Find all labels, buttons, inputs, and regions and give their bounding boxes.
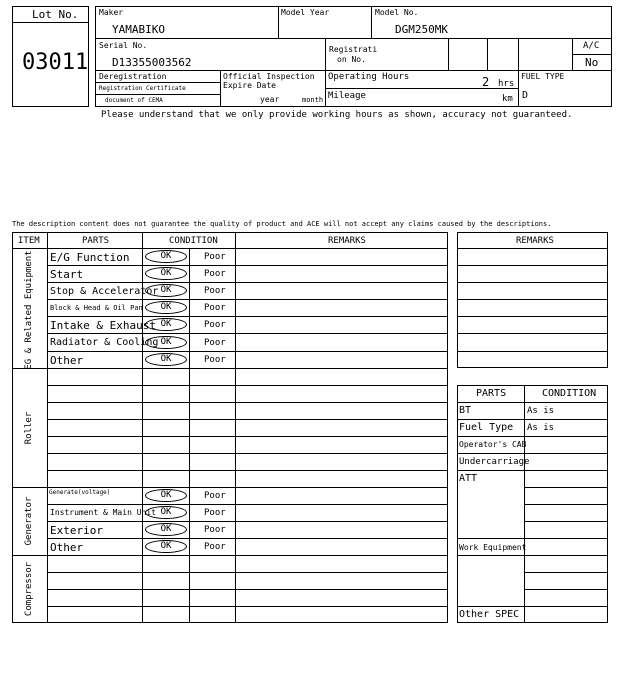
poor-instrument-main-unit[interactable]: Poor	[204, 508, 226, 518]
ok-block-head[interactable]: OK	[145, 301, 187, 314]
serial-no-label: Serial No.	[99, 41, 148, 50]
side-col-parts: PARTS	[476, 388, 507, 399]
ok-stop-accelerator[interactable]: OK	[145, 284, 187, 297]
side-other-spec-label: Other SPEC	[459, 609, 520, 620]
part-block-head-oil-pan: Block & Head & Oil Pan	[50, 304, 143, 312]
registration-label-1: Registrati	[329, 45, 378, 54]
poor-eg-other[interactable]: Poor	[204, 355, 226, 365]
side-bt-value: As is	[527, 406, 555, 416]
deregistration-label: Deregistration	[99, 72, 167, 81]
poor-eg-function[interactable]: Poor	[204, 252, 226, 262]
part-instrument-main-unit: Instrument & Main Unit	[50, 508, 156, 517]
group-generator: Generator	[24, 496, 34, 546]
poor-generator-other[interactable]: Poor	[204, 542, 226, 552]
part-eg-other: Other	[50, 354, 84, 367]
part-generator-other: Other	[50, 541, 84, 554]
ok-start[interactable]: OK	[145, 267, 187, 280]
part-exterior: Exterior	[50, 524, 103, 537]
ok-generator-other[interactable]: OK	[145, 540, 187, 553]
poor-exterior[interactable]: Poor	[204, 525, 226, 535]
part-start: Start	[50, 268, 84, 281]
ok-intake-exhaust[interactable]: OK	[145, 318, 187, 331]
group-roller: Roller	[24, 411, 34, 445]
fuel-type-label: FUEL TYPE	[521, 72, 565, 81]
side-undercarriage-label: Undercarriage	[459, 457, 530, 467]
operating-hours-value: 2	[482, 75, 490, 89]
ok-generate-voltage[interactable]: OK	[145, 489, 187, 502]
col-item: ITEM	[18, 236, 40, 246]
mileage-label: Mileage	[328, 91, 366, 101]
side-fuel-label: Fuel Type	[459, 422, 514, 433]
group-compressor: Compressor	[24, 561, 34, 617]
cema-label: document of CEMA	[105, 97, 163, 104]
ac-value: No	[585, 56, 599, 69]
poor-radiator-cooling[interactable]: Poor	[204, 338, 226, 348]
lot-no-label: Lot No.	[32, 8, 79, 21]
col-condition: CONDITION	[169, 236, 218, 246]
part-radiator-cooling: Radiator & Cooling	[50, 337, 159, 348]
model-year-label: Model Year	[281, 8, 330, 17]
ok-eg-function[interactable]: OK	[145, 250, 187, 263]
model-no-value: DGM250MK	[395, 23, 448, 36]
poor-generate-voltage[interactable]: Poor	[204, 491, 226, 501]
expire-date-label: Expire Date	[223, 81, 276, 90]
ok-instrument-main-unit[interactable]: OK	[145, 506, 187, 519]
hrs-label: hrs	[498, 79, 515, 89]
lot-number: 03011	[22, 50, 89, 75]
right-remarks-header: REMARKS	[516, 236, 554, 246]
side-fuel-value: As is	[527, 423, 555, 433]
poor-stop-accelerator[interactable]: Poor	[204, 286, 226, 296]
side-work-equipment-label: Work Equipment	[459, 543, 527, 552]
description-notice: The description content does not guarantee the quality of product and ACE will not accept any claims caused by the descriptions.	[12, 220, 552, 228]
month-label: month	[302, 96, 324, 104]
poor-start[interactable]: Poor	[204, 269, 226, 279]
side-att-label: ATT	[459, 473, 478, 484]
ok-eg-other[interactable]: OK	[145, 353, 187, 366]
side-bt-label: BT	[459, 405, 472, 416]
registration-label-2: on No.	[337, 55, 366, 64]
ok-radiator-cooling[interactable]: OK	[145, 336, 187, 349]
poor-intake-exhaust[interactable]: Poor	[204, 320, 226, 330]
part-generate-voltage: Generate(voltage)	[49, 489, 111, 496]
registration-certificate-label: Registration Certificate	[99, 85, 186, 92]
group-eg: EG & Related Equipment	[24, 250, 34, 370]
fuel-type-value: D	[522, 90, 529, 101]
maker-value: YAMABIKO	[112, 23, 165, 36]
col-remarks: REMARKS	[328, 236, 366, 246]
col-parts: PARTS	[82, 236, 110, 246]
part-eg-function: E/G Function	[50, 251, 130, 264]
model-no-label: Model No.	[375, 8, 419, 17]
part-stop-accelerator: Stop & Accelerator	[50, 286, 159, 297]
ok-exterior[interactable]: OK	[145, 523, 187, 536]
serial-no-value: D13355003562	[112, 56, 192, 69]
poor-block-head[interactable]: Poor	[204, 303, 226, 313]
year-label: year	[260, 95, 280, 104]
km-label: km	[502, 94, 513, 104]
maker-label: Maker	[99, 8, 124, 17]
official-inspection-label: Official Inspection	[223, 72, 315, 81]
operating-hours-label: Operating Hours	[328, 72, 410, 82]
side-cab-label: Operator's CAB	[459, 440, 527, 449]
ac-label: A/C	[583, 41, 600, 51]
hours-notice: Please understand that we only provide working hours as shown, accuracy not guaranteed.	[101, 110, 573, 120]
side-col-condition: CONDITION	[542, 388, 597, 399]
part-intake-exhaust: Intake & Exhaust	[50, 319, 156, 332]
